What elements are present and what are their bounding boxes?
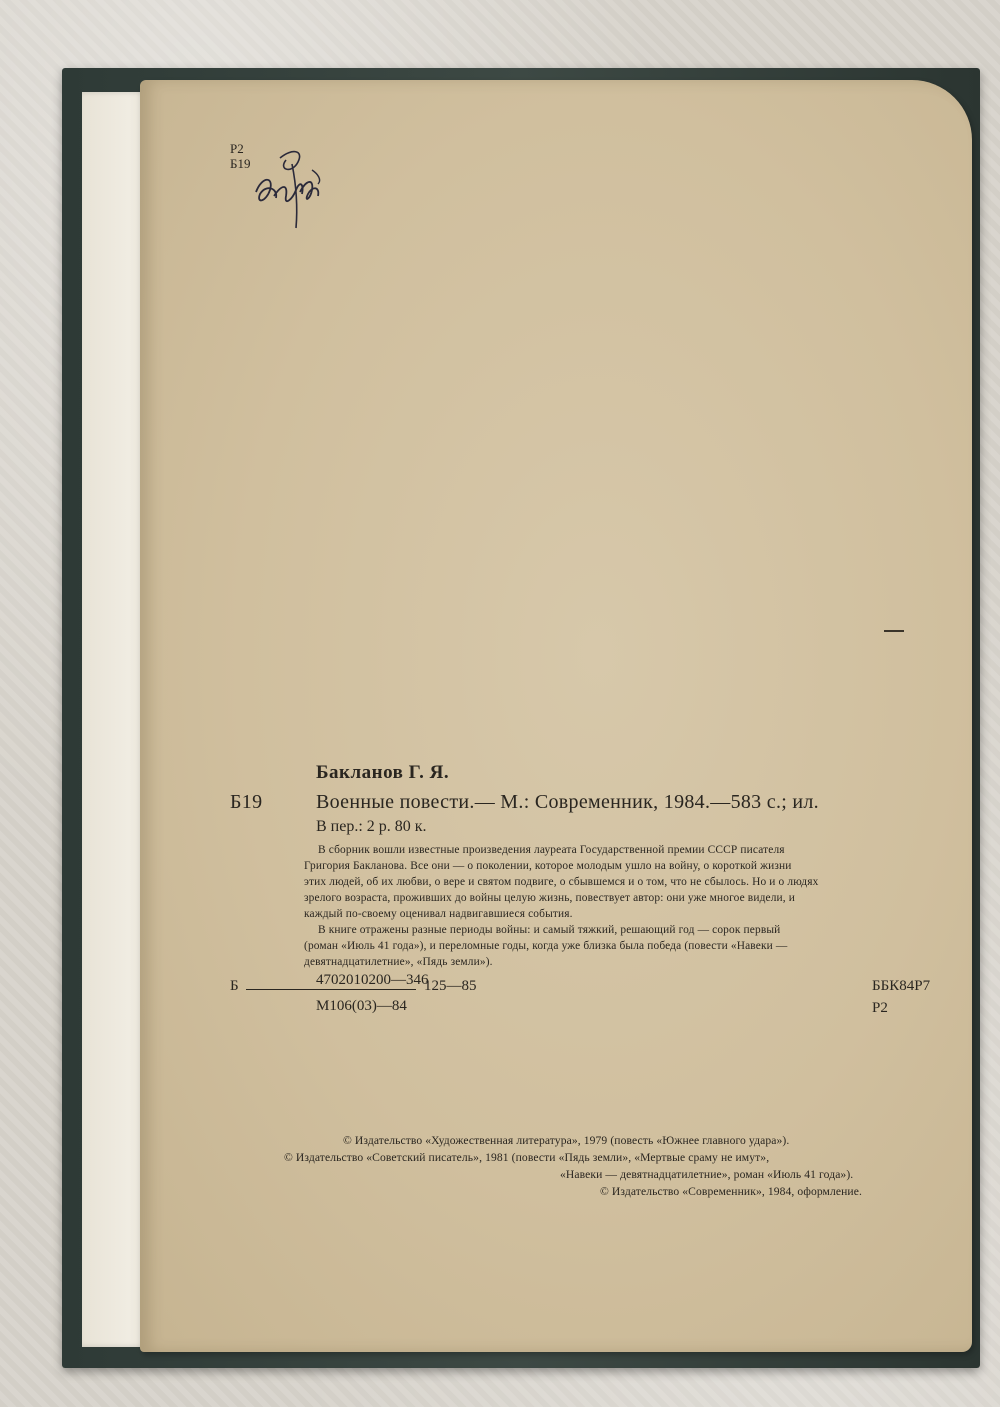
annotation-line: каждый по-своему оценивал надвигавшиеся события. bbox=[304, 908, 573, 920]
order-number: 125—85 bbox=[424, 978, 477, 994]
annotation-line: В сборник вошли известные произведения лауреата Государственной премии СССР писателя bbox=[318, 844, 785, 856]
annotation-line: зрелого возраста, проживших до войны целую жизнь, повествует автор: они уже многое видели, и bbox=[304, 892, 796, 904]
annotation-line: девятнадцатилетние», «Пядь земли»). bbox=[304, 956, 493, 968]
copyright-line: © Издательство «Советский писатель», 1981 (повести «Пядь земли», «Мертвые сраму не имут», bbox=[284, 1151, 770, 1164]
top-code-r2: Р2 bbox=[230, 141, 244, 156]
isbn-denominator: М106(03)—84 bbox=[316, 998, 407, 1014]
fraction-rule bbox=[246, 989, 416, 990]
annotation-line: этих людей, об их любви, о вере и святом подвиге, о сбывшемся и о том, что не сбылось. Но и о людях bbox=[304, 876, 819, 888]
code-letter: Б bbox=[230, 978, 239, 994]
annotation-line: Григория Бакланова. Все они — о поколении, которое молодым ушло на войну, о короткой жизни bbox=[304, 860, 792, 872]
copyright-line: © Издательство «Современник», 1984, оформление. bbox=[600, 1185, 862, 1198]
copyright-line: «Навеки — девятнадцатилетние», роман «Июль 41 года»). bbox=[560, 1168, 854, 1181]
annotation-line: (роман «Июль 41 года»), и переломные годы, когда уже близка была победа (повести «Навеки — bbox=[304, 940, 788, 952]
author-name: Бакланов Г. Я. bbox=[316, 762, 450, 783]
isbn-numerator: 4702010200—346 bbox=[316, 972, 429, 988]
annotation-line: В книге отражены разные периоды войны: и самый тяжкий, решающий год — сорок первый bbox=[318, 924, 781, 936]
price-line: В пер.: 2 р. 80 к. bbox=[316, 818, 427, 835]
copyright-line: © Издательство «Художественная литература», 1979 (повесть «Южнее главного удара»). bbox=[343, 1134, 790, 1147]
page-mark bbox=[884, 630, 904, 632]
top-code-b19: Б19 bbox=[230, 156, 251, 171]
handwritten-signature-icon bbox=[252, 140, 332, 235]
bbk-code: ББК84Р7 bbox=[872, 978, 931, 994]
book-title-line: Военные повести.— М.: Современник, 1984.—583 с.; ил. bbox=[316, 791, 819, 813]
bbk-subcode: Р2 bbox=[872, 1000, 888, 1016]
catalog-index: Б19 bbox=[230, 791, 263, 813]
